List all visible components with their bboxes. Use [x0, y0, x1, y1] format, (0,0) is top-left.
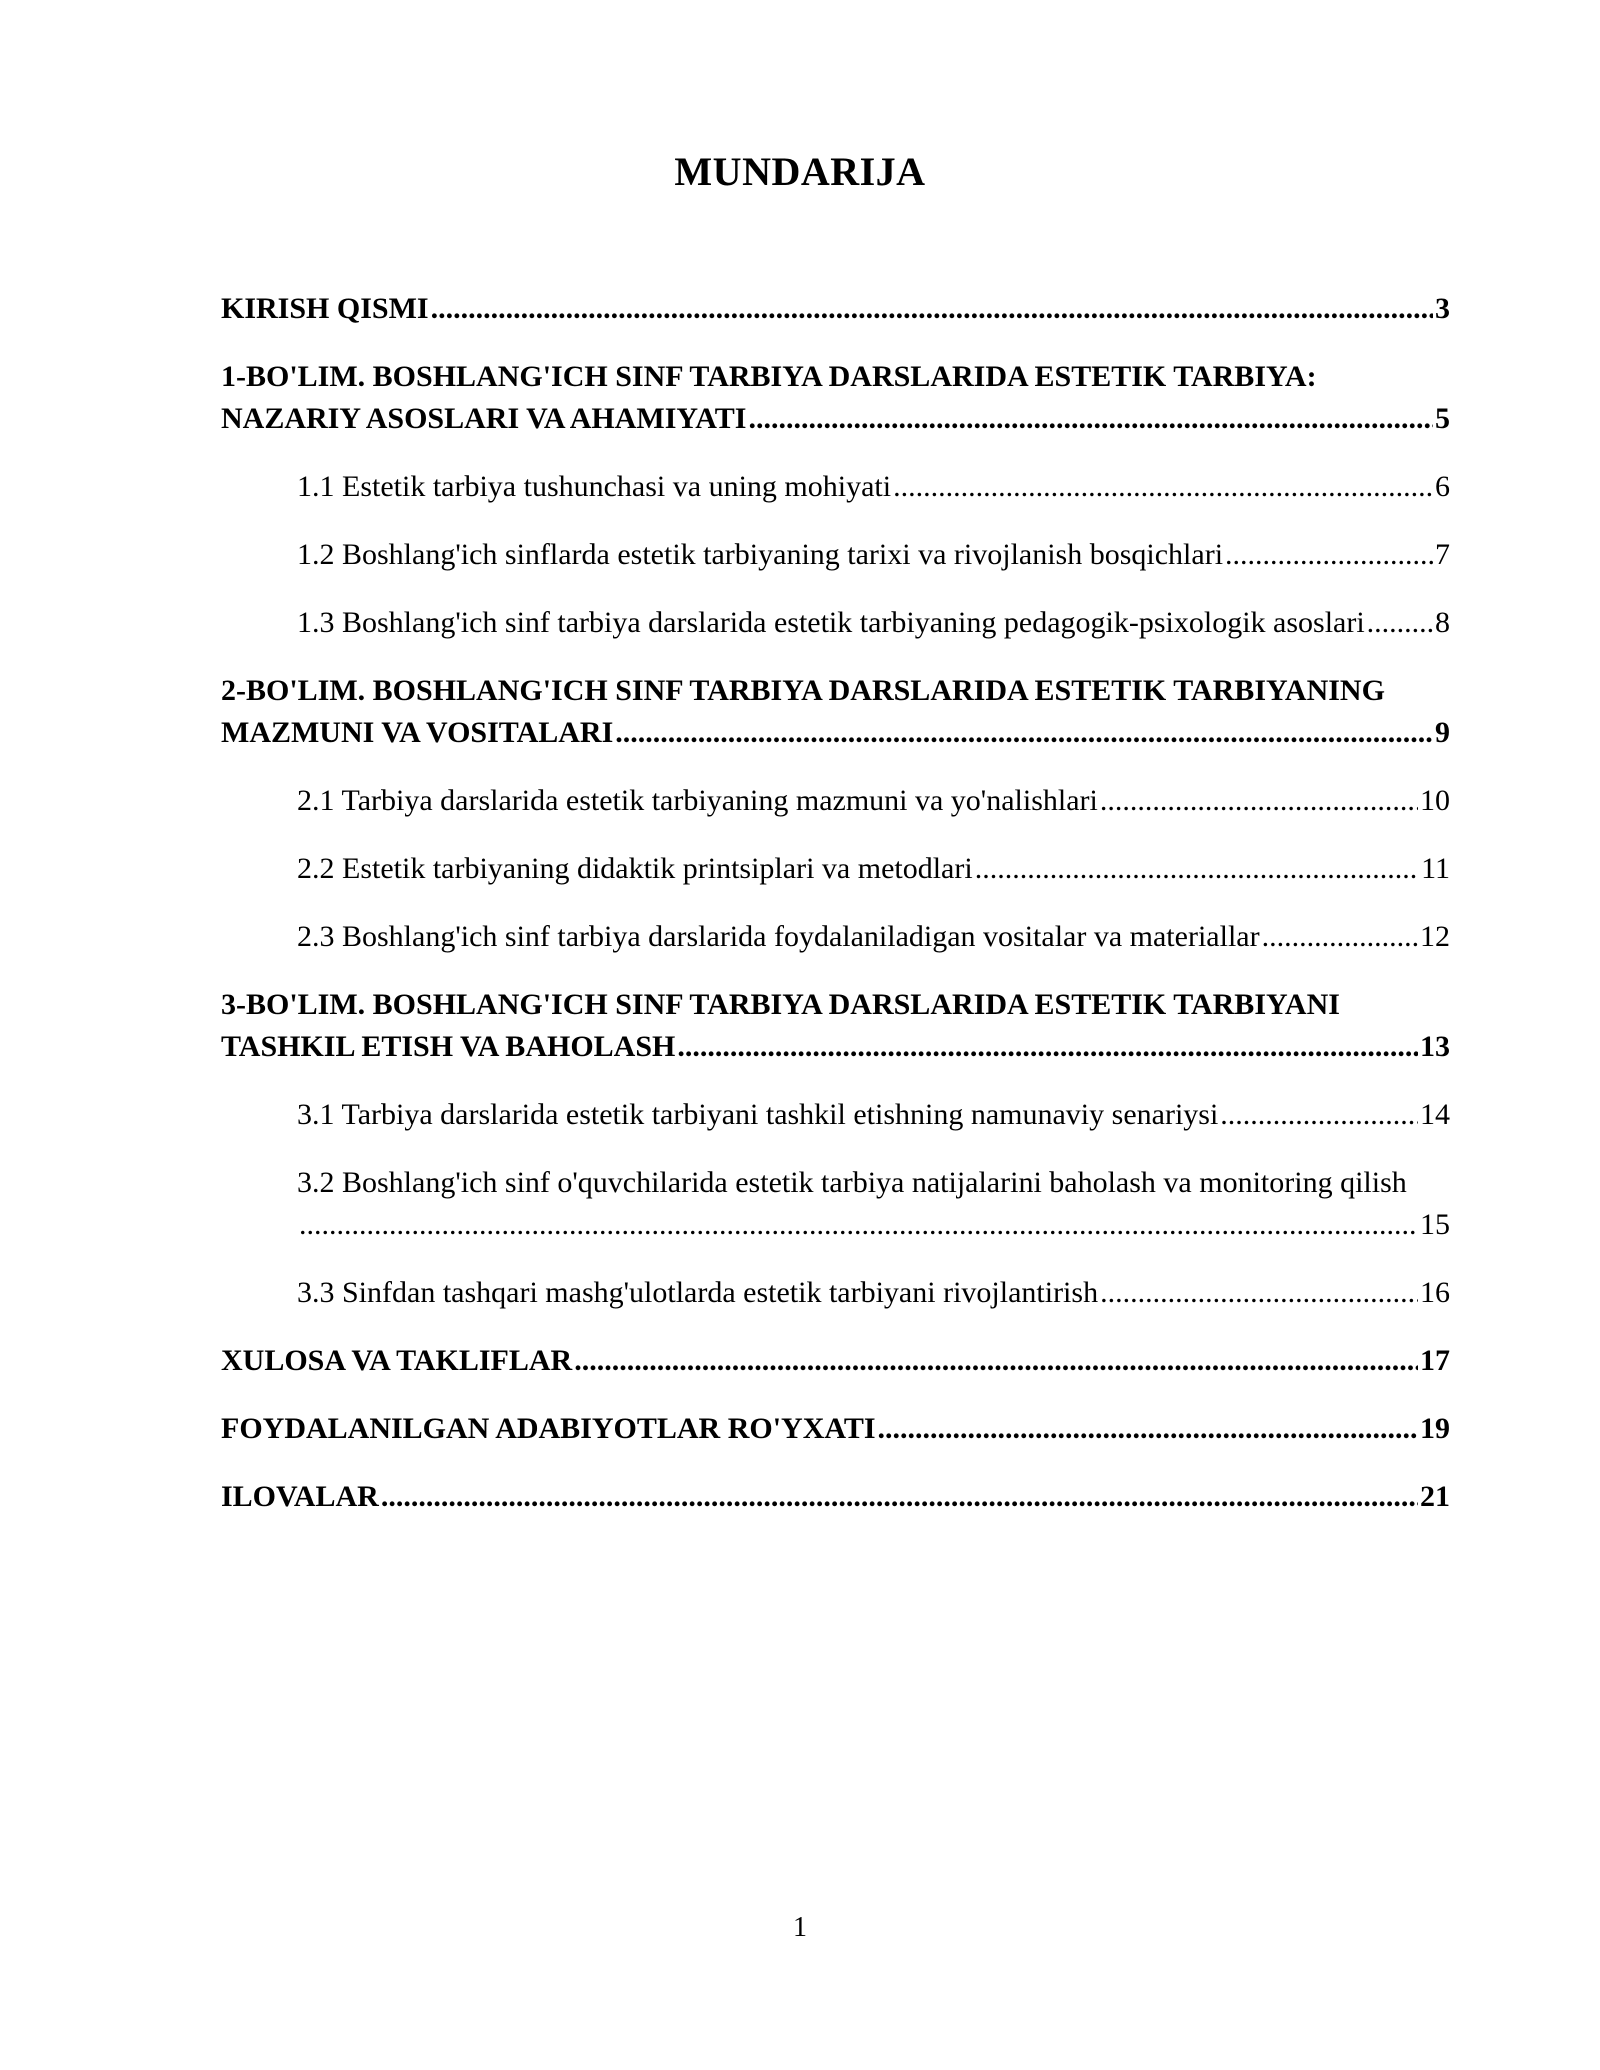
- toc-subsection-entry[interactable]: [221, 602, 1450, 644]
- toc-entry-row: [297, 534, 1450, 576]
- toc-entry-row: [221, 288, 1450, 330]
- dot-leader: [299, 1204, 1418, 1246]
- dot-leader: [1100, 1272, 1418, 1314]
- toc-page-number: 11: [1421, 852, 1450, 885]
- dot-leader: [381, 1476, 1418, 1518]
- toc-subsection-entry[interactable]: [221, 1272, 1450, 1314]
- dot-leader: [893, 466, 1433, 508]
- page-title: MUNDARIJA: [674, 149, 926, 194]
- toc-entry-row: [297, 602, 1450, 644]
- toc-page-number: 6: [1435, 470, 1450, 503]
- toc-page-number: 5: [1435, 402, 1450, 435]
- toc-entry-title-line: 3-BO'LIM. BOSHLANG'ICH SINF TARBIYA DARSLARIDA ESTETIK TARBIYANI: [221, 988, 1340, 1021]
- toc-entry-title: MAZMUNI VA VOSITALARI: [221, 716, 614, 749]
- toc-entry-title: 1.3 Boshlang'ich sinf tarbiya darslarida estetik tarbiyaning pedagogik-psixologik asoslari: [297, 606, 1365, 639]
- dot-leader: [1225, 534, 1433, 576]
- dot-leader: [431, 288, 1433, 330]
- toc-subsection-entry[interactable]: [221, 916, 1450, 958]
- toc-entry-title-line: 2-BO'LIM. BOSHLANG'ICH SINF TARBIYA DARSLARIDA ESTETIK TARBIYANING: [221, 674, 1385, 707]
- toc-entry-row: [221, 1408, 1450, 1450]
- dot-leader: [975, 848, 1419, 890]
- toc-page-number: 17: [1420, 1344, 1450, 1377]
- toc-section-entry[interactable]: [221, 1408, 1450, 1450]
- toc-entry-row: [297, 1272, 1450, 1314]
- toc-entry-title: 2.3 Boshlang'ich sinf tarbiya darslarida foydalaniladigan vositalar va materiallar: [297, 920, 1260, 953]
- page-number: 1: [793, 1912, 807, 1943]
- toc-page-number: 12: [1420, 920, 1450, 953]
- toc-page-number: 21: [1420, 1480, 1450, 1513]
- toc-page-number: 7: [1435, 538, 1450, 571]
- toc-entry-title: 3.1 Tarbiya darslarida estetik tarbiyani tashkil etishning namunaviy senariysi: [297, 1098, 1219, 1131]
- toc-entry-title: ILOVALAR: [221, 1480, 379, 1513]
- toc-page-number: 13: [1420, 1030, 1450, 1063]
- toc-entry-row: [221, 712, 1450, 754]
- dot-leader: [615, 712, 1433, 754]
- toc-page-number: 9: [1435, 716, 1450, 749]
- toc-entry-title: 1.1 Estetik tarbiya tushunchasi va uning mohiyati: [297, 470, 892, 503]
- dot-leader: [574, 1340, 1418, 1382]
- table-of-contents: [221, 288, 1450, 1518]
- toc-entry-title: 2.1 Tarbiya darslarida estetik tarbiyaning mazmuni va yo'nalishlari: [297, 784, 1098, 817]
- dot-leader: [1262, 916, 1418, 958]
- toc-entry-row: [297, 1204, 1450, 1246]
- toc-subsection-entry[interactable]: [221, 1094, 1450, 1136]
- toc-section-entry[interactable]: [221, 1476, 1450, 1518]
- toc-section-entry[interactable]: [221, 984, 1450, 1068]
- toc-page-number: 16: [1420, 1276, 1450, 1309]
- toc-page-number: 10: [1420, 784, 1450, 817]
- toc-subsection-entry[interactable]: [221, 780, 1450, 822]
- toc-entry-row: [221, 1026, 1450, 1068]
- dot-leader: [748, 398, 1433, 440]
- toc-section-entry[interactable]: [221, 670, 1450, 754]
- toc-page-number: 19: [1420, 1412, 1450, 1445]
- toc-page-number: 15: [1420, 1208, 1450, 1241]
- dot-leader: [878, 1408, 1418, 1450]
- toc-entry-row: [297, 780, 1450, 822]
- toc-entry-title: TASHKIL ETISH VA BAHOLASH: [221, 1030, 676, 1063]
- toc-entry-title-line: 1-BO'LIM. BOSHLANG'ICH SINF TARBIYA DARSLARIDA ESTETIK TARBIYA:: [221, 360, 1317, 393]
- toc-entry-title: KIRISH QISMI: [221, 292, 429, 325]
- dot-leader: [1100, 780, 1418, 822]
- toc-section-entry[interactable]: [221, 288, 1450, 330]
- toc-section-entry[interactable]: [221, 356, 1450, 440]
- toc-entry-row: [221, 1340, 1450, 1382]
- toc-subsection-entry[interactable]: [221, 466, 1450, 508]
- toc-entry-row: [297, 466, 1450, 508]
- toc-entry-title: NAZARIY ASOSLARI VA AHAMIYATI: [221, 402, 747, 435]
- toc-entry-row: [297, 1094, 1450, 1136]
- toc-section-entry[interactable]: [221, 1340, 1450, 1382]
- dot-leader: [677, 1026, 1418, 1068]
- toc-entry-row: [297, 848, 1450, 890]
- toc-entry-title: XULOSA VA TAKLIFLAR: [221, 1344, 573, 1377]
- toc-entry-title-line: 3.2 Boshlang'ich sinf o'quvchilarida estetik tarbiya natijalarini baholash va monitoring qilish: [297, 1166, 1407, 1199]
- toc-page-number: 8: [1435, 606, 1450, 639]
- dot-leader: [1367, 602, 1433, 644]
- toc-subsection-entry[interactable]: [221, 848, 1450, 890]
- toc-entry-row: [297, 916, 1450, 958]
- dot-leader: [1220, 1094, 1418, 1136]
- toc-subsection-entry[interactable]: [221, 534, 1450, 576]
- toc-entry-title: FOYDALANILGAN ADABIYOTLAR RO'YXATI: [221, 1412, 876, 1445]
- toc-entry-title: 3.3 Sinfdan tashqari mashg'ulotlarda estetik tarbiyani rivojlantirish: [297, 1276, 1099, 1309]
- toc-page-number: 3: [1435, 292, 1450, 325]
- toc-entry-row: [221, 398, 1450, 440]
- toc-page-number: 14: [1420, 1098, 1450, 1131]
- toc-subsection-entry[interactable]: [221, 1162, 1450, 1246]
- toc-entry-title: 1.2 Boshlang'ich sinflarda estetik tarbiyaning tarixi va rivojlanish bosqichlari: [297, 538, 1224, 571]
- toc-entry-row: [221, 1476, 1450, 1518]
- toc-entry-title: 2.2 Estetik tarbiyaning didaktik printsiplari va metodlari: [297, 852, 973, 885]
